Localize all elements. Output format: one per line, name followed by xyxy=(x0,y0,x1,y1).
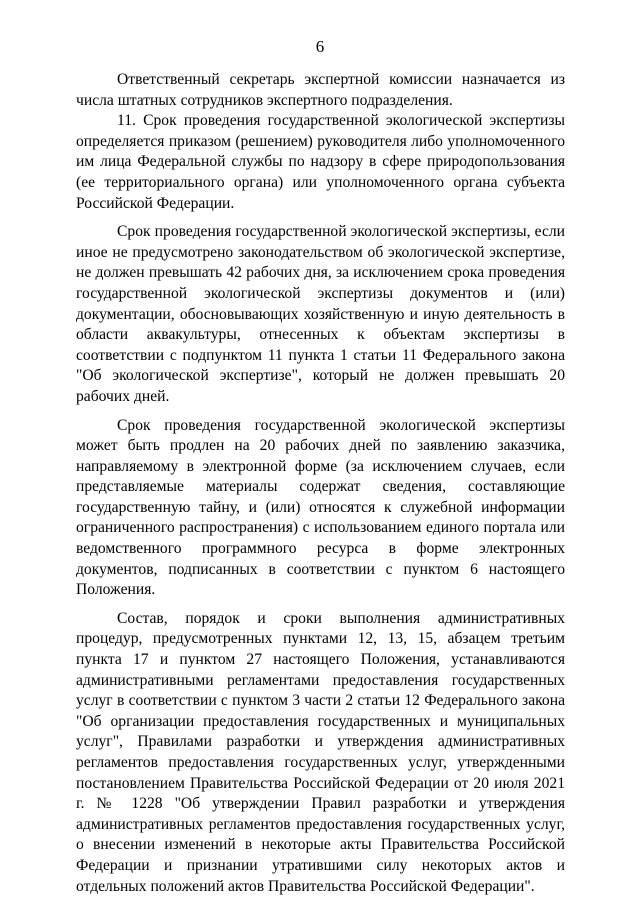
paragraph-extension: Срок проведения государственной экологической экспертизы может быть продлен на 20 рабочих дней по заявлению заказчика, направляемому в электронной форме (за исключением случаев, если представляемые материалы содержат сведения, составляющие государственную тайну, и (или) относятся к служебной информации ограниченного распространения) с использованием единого портала или ведомственного программного ресурса в форме электронных документов, подписанных в соответствии с пунктом 6 настоящего Положения. xyxy=(76,416,565,599)
paragraph-administrative-procedures: Состав, порядок и сроки выполнения административных процедур, предусмотренных пунктами 12, 13, 15, абзацем третьим пункта 17 и пунктом 27 настоящего Положения, устанавливаются административными регламентами предоставления государственных услуг в соответствии с пунктом 3 части 2 статьи 12 Федерального закона "Об организации предоставления государственных и муниципальных услуг", Правилами разработки и утверждения административных регламентов предоставления государственных услуг, утвержденными постановлением Правительства Российской Федерации от 20 июля 2021 г. № 1228 "Об утверждении Правил разработки и утверждения административных регламентов предоставления государственных услуг, о внесении изменений в некоторые акты Правительства Российской Федерации и признании утратившими силу некоторых актов и отдельных положений актов Правительства Российской Федерации". xyxy=(76,609,565,895)
document-body xyxy=(76,70,565,905)
paragraph-duration-limit: Срок проведения государственной экологической экспертизы, если иное не предусмотрено законодательством об экологической экспертизе, не должен превышать 42 рабочих дня, за исключением срока проведения государственной экологической экспертизы документов и (или) документации, обосновывающих хозяйственную и иную деятельность в области аквакультуры, отнесенных к объектам экспертизы в соответствии с подпунктом 11 пункта 1 статьи 11 Федерального закона "Об экологической экспертизе", который не должен превышать 20 рабочих дней. xyxy=(76,223,565,405)
page-number: 6 xyxy=(315,37,325,56)
paragraph-item-11: 11. Срок проведения государственной экологической экспертизы определяется приказом (решением) руководителя либо уполномоченного им лица Федеральной службы по надзору в сфере природопользования (ее территориального органа) или уполномоченного органа субъекта Российской Федерации. xyxy=(76,112,565,212)
paragraph-secretary: Ответственный секретарь экспертной комиссии назначается из числа штатных сотрудников экспертного подразделения. xyxy=(76,71,565,109)
